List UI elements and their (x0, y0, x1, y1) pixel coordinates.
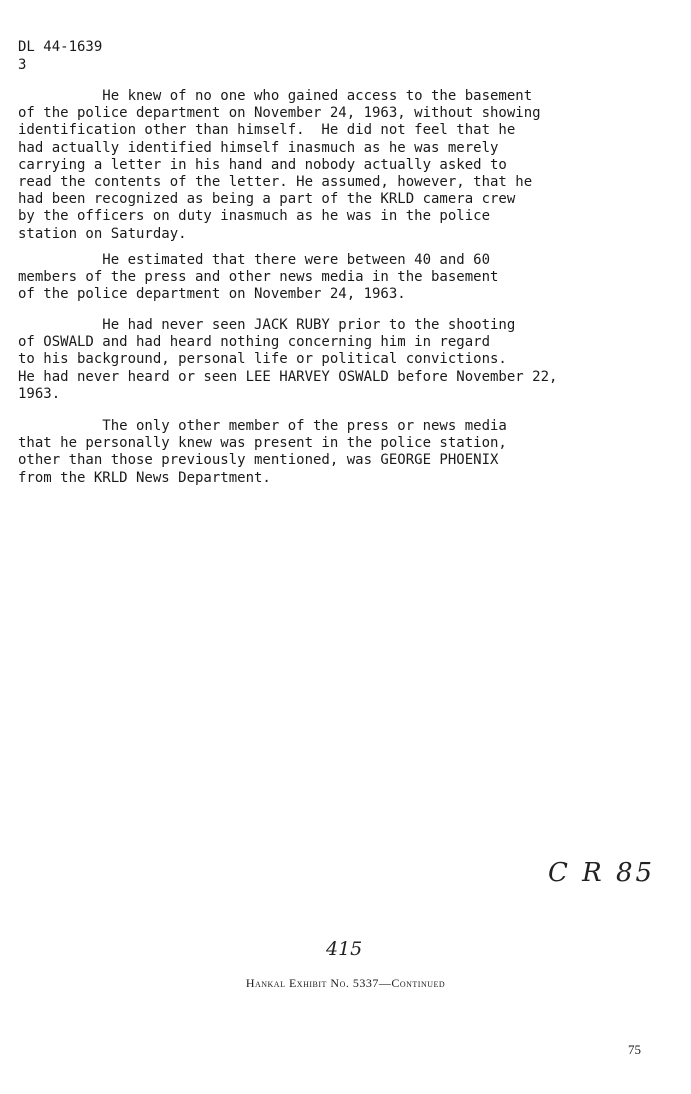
handwritten-commission-ref: C R 85 (548, 858, 656, 888)
exhibit-label: Hankal Exhibit No. 5337—Continued (245, 976, 446, 990)
paragraph-ruby-oswald: He had never seen JACK RUBY prior to the shooting of OSWALD and had heard nothing concerning him in regard to his background, personal life or political convictions. He had never heard or seen LEE HARVEY OSWALD before November 22, 1963. (18, 317, 558, 402)
paragraph-press-count: He estimated that there were between 40 and 60 members of the press and other news media in the basement of the police department on November 24, 1963. (18, 252, 499, 303)
page-subnumber: 3 (18, 57, 27, 73)
exhibit-caption (0, 976, 691, 991)
page-number: 75 (628, 1042, 641, 1057)
handwritten-page-mark: 415 (326, 938, 363, 960)
file-number: DL 44-1639 (18, 39, 103, 55)
paragraph-access: He knew of no one who gained access to the basement of the police department on November 24, 1963, without showing identification other than himself. He did not feel that he had actually identified himself inasmuch as he was merely carrying a letter in his hand and nobody actually asked to read the contents of the letter. He assumed, however, that he had been recognized as being a part of the KRLD camera crew by the officers on duty inasmuch as he was in the police station on Saturday. (18, 88, 541, 242)
paragraph-other-press: The only other member of the press or news media that he personally knew was present in the police station, other than those previously mentioned, was GEORGE PHOENIX from the KRLD News Department. (18, 418, 507, 486)
